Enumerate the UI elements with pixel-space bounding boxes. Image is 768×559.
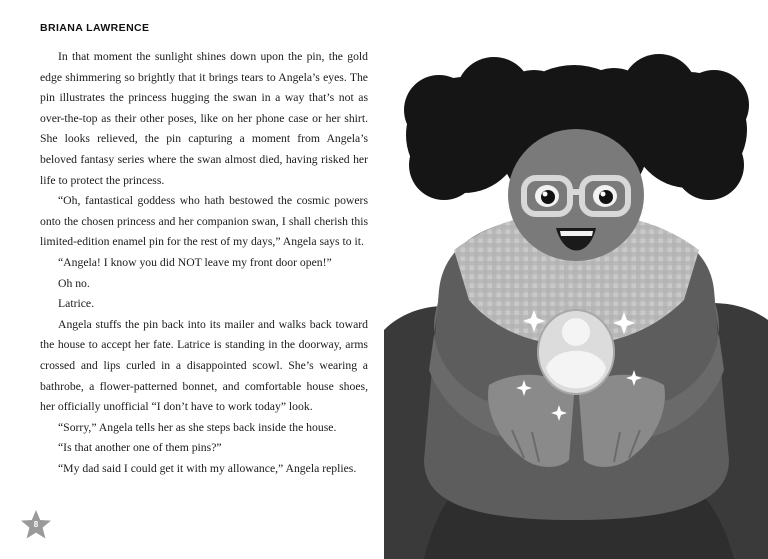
paragraph: Angela stuffs the pin back into its mailer and walks back toward the house to accept her fate. Latrice is standing in the doorway, arms crossed and lips curled in a disappointed scowl. She’s wearing a bathrobe, a flower-patterned bonnet, and comfortable house shoes, her officially unofficial “I don’t have to work today” look. [40,317,368,414]
paragraph: Latrice. [58,297,95,311]
illustration-page [384,0,768,559]
paragraph: “Angela! I know you did NOT leave my front door open!” [58,255,332,269]
illustration-girl-with-pin [384,0,768,559]
page-number: 8 [33,520,39,529]
paragraph: “Is that another one of them pins?” [58,441,222,455]
running-head: BRIANA LAWRENCE [40,22,150,34]
body-text [40,47,368,479]
paragraph: “My dad said I could get it with my allowance,” Angela replies. [58,461,357,475]
paragraph: “Oh, fantastical goddess who hath bestowed the cosmic powers onto the chosen princess and her companion swan, I shall cherish this limited-edition enamel pin for the rest of my days,” Angela says to it. [40,194,368,249]
paragraph: Oh no. [58,276,90,290]
enamel-pin [538,310,614,394]
paragraph: “Sorry,” Angela tells her as she steps back inside the house. [58,420,337,434]
paragraph: In that moment the sunlight shines down upon the pin, the gold edge shimmering so brightly that it brings tears to Angela’s eyes. The pin illustrates the princess hugging the swan in a way that’s not as over-the-top as their other poses, like on her phone case or her shirt. She looks relieved, the pin capturing a moment from Angela’s beloved fantasy series where the swan almost died, having risked her life to protect the princess. [40,50,368,187]
page-number-badge [20,509,52,541]
